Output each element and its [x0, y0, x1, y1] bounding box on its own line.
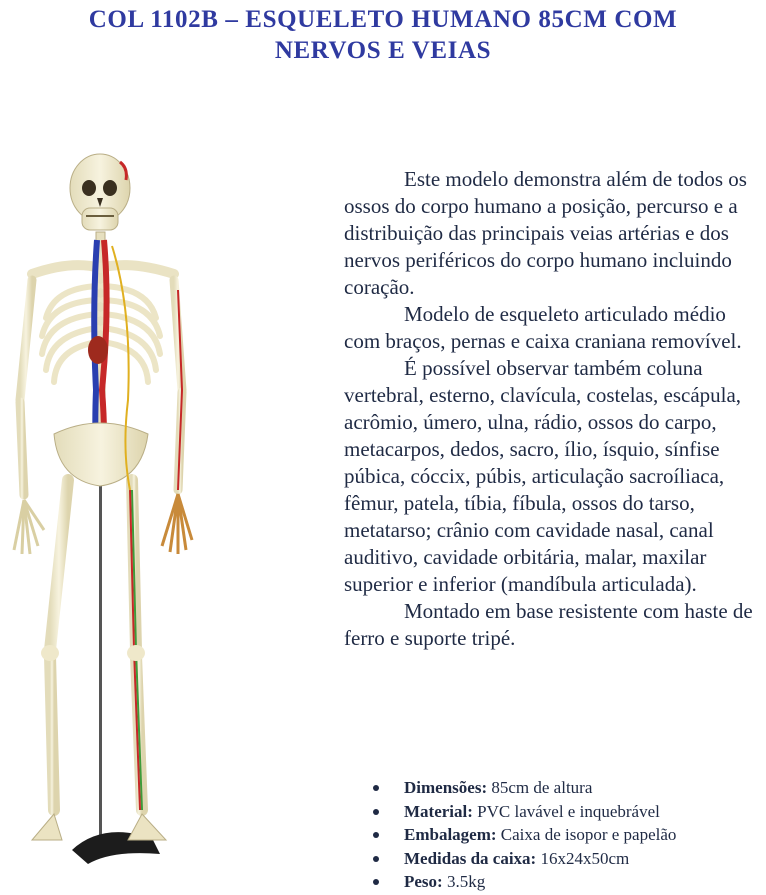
description-paragraph-4: Montado em base resistente com haste de ferro e suporte tripé.	[344, 599, 753, 650]
left-arm	[20, 280, 32, 495]
spec-value: 16x24x50cm	[540, 848, 630, 868]
left-patella	[41, 645, 59, 661]
spec-value: PVC lavável e inquebrável	[477, 801, 660, 821]
spec-value: 85cm de altura	[491, 778, 593, 797]
spec-label: Peso:	[404, 872, 447, 891]
spec-label: Dimensões:	[404, 778, 492, 797]
spec-label: Embalagem:	[404, 825, 501, 844]
skeleton-model-image	[2, 150, 202, 890]
spec-item-box-size	[366, 847, 766, 871]
skeleton-illustration	[2, 150, 202, 890]
heart	[88, 336, 108, 364]
page-title	[0, 4, 766, 66]
right-hand	[162, 494, 192, 554]
bullet-icon	[373, 832, 379, 838]
left-foot	[32, 814, 62, 840]
title-line-2: NERVOS E VEIAS	[274, 37, 492, 64]
description-paragraph-3: É possível observar também coluna vertebral, esterno, clavícula, costelas, escápula, acrômio, úmero, ulna, rádio, ossos do carpo, metacarpos, dedos, sacro, ílio, ísquio, sínfise púbica, cóccix, púbis, articulação sacroíliaca, fêmur, patela, tíbia, fíbula, ossos do tarso, metatarso; crânio com cavidade nasal, canal auditivo, cavidade orbitária, malar, maxilar superior e inferior (mandíbula articulada).	[344, 356, 742, 596]
bullet-icon	[373, 879, 379, 885]
description-paragraph-1: Este modelo demonstra além de todos os ossos do corpo humano a posição, percurso e a distribuição das principais veias artérias e dos nervos periféricos do corpo humano incluindo coração.	[344, 167, 747, 299]
spec-label: Material:	[404, 801, 478, 821]
skull	[70, 154, 130, 230]
spec-value: 3.5kg	[446, 872, 486, 891]
left-hand	[14, 500, 44, 554]
spec-value: Caixa de isopor e papelão	[500, 825, 677, 844]
right-patella	[127, 645, 145, 661]
description-paragraph-2: Modelo de esqueleto articulado médio com braços, pernas e caixa craniana removível.	[344, 302, 742, 353]
spec-item-dimensions	[366, 776, 766, 800]
description	[344, 166, 766, 652]
spec-item-packaging	[366, 823, 766, 847]
left-leg	[50, 480, 68, 810]
spec-item-material	[366, 800, 766, 824]
spec-label: Medidas da caixa:	[404, 848, 541, 868]
stand-rod	[99, 470, 102, 840]
bullet-icon	[373, 785, 379, 791]
right-foot	[128, 814, 166, 840]
title-line-1: COL 1102B – ESQUELETO HUMANO 85CM COM	[88, 6, 678, 33]
spec-item-weight	[366, 870, 766, 894]
spec-list	[366, 776, 766, 894]
bullet-icon	[373, 809, 379, 815]
bullet-icon	[373, 856, 379, 862]
